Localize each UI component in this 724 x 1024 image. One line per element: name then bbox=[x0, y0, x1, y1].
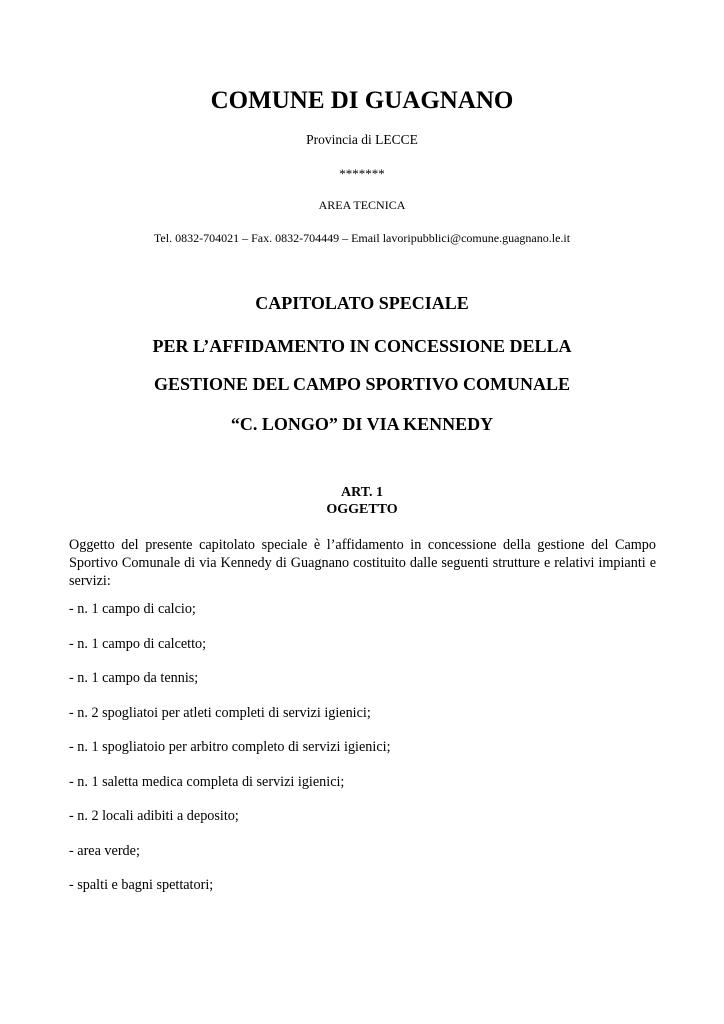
separator-stars: ******* bbox=[339, 166, 385, 181]
list-item: - n. 1 saletta medica completa di servizi igienici; bbox=[69, 773, 345, 790]
department-line: AREA TECNICA bbox=[318, 198, 406, 212]
contacts-line: Tel. 0832-704021 – Fax. 0832-704449 – Email lavoripubblici@comune.guagnano.le.it bbox=[153, 231, 571, 245]
list-item: - n. 2 spogliatoi per atleti completi di servizi igienici; bbox=[69, 704, 371, 721]
article-intro-paragraph: Oggetto del presente capitolato speciale è l’affidamento in concessione della gestione del Campo Sportivo Comunale di via Kennedy di Guagnano costituito dalle seguenti strutture e relativi impianti e servizi: bbox=[69, 537, 656, 589]
list-item: - n. 2 locali adibiti a deposito; bbox=[69, 808, 239, 824]
article-number: ART. 1 bbox=[340, 485, 384, 500]
province-line: Provincia di LECCE bbox=[306, 132, 418, 147]
document-title-line-3: GESTIONE DEL CAMPO SPORTIVO COMUNALE bbox=[153, 374, 571, 394]
list-item: - n. 1 spogliatoio per arbitro completo di servizi igienici; bbox=[69, 739, 391, 755]
municipality-title: COMUNE DI GUAGNANO bbox=[210, 87, 514, 114]
facilities-list bbox=[69, 600, 656, 911]
document-title-line-1: CAPITOLATO SPECIALE bbox=[255, 293, 469, 313]
document-title-line-2: PER L’AFFIDAMENTO IN CONCESSIONE DELLA bbox=[152, 336, 572, 356]
list-item: - n. 1 campo di calcetto; bbox=[69, 635, 207, 652]
document-title-line-4: “C. LONGO” DI VIA KENNEDY bbox=[230, 414, 494, 434]
list-item: - n. 1 campo da tennis; bbox=[69, 670, 199, 686]
article-heading: OGGETTO bbox=[326, 502, 398, 517]
list-item: - area verde; bbox=[69, 842, 140, 859]
list-item: - n. 1 campo di calcio; bbox=[69, 601, 196, 617]
list-item: - spalti e bagni spettatori; bbox=[69, 877, 214, 893]
